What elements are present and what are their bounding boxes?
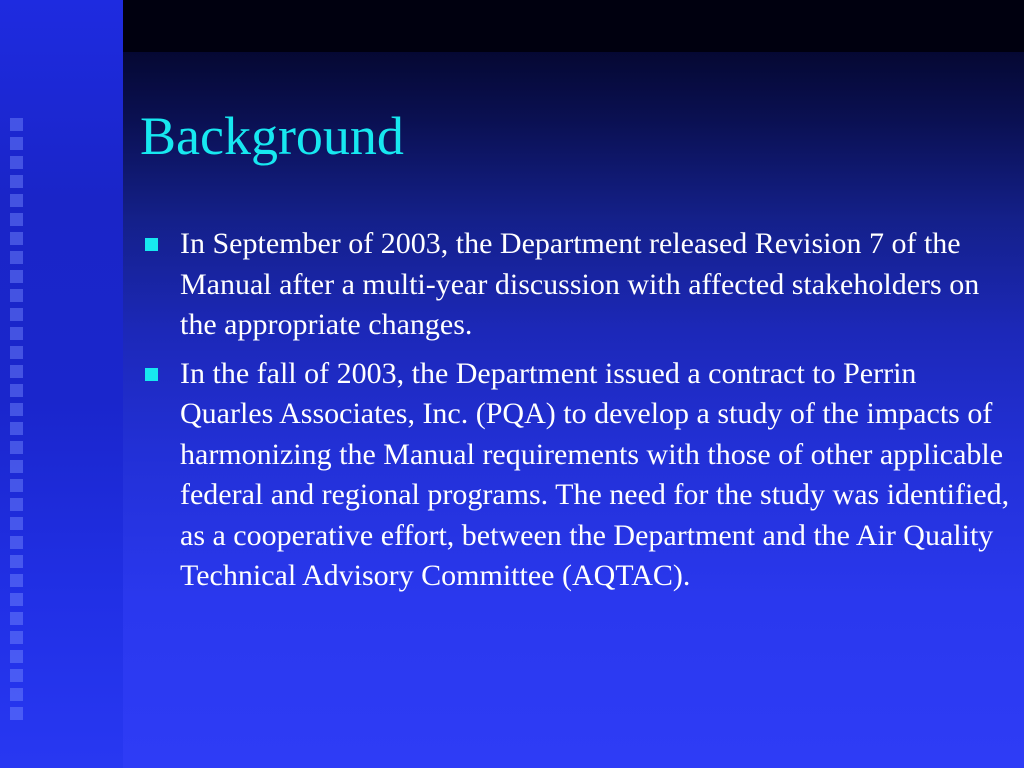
decorative-square (10, 308, 23, 321)
decorative-square (10, 574, 23, 587)
decorative-square (10, 555, 23, 568)
decorative-square-column (10, 118, 26, 726)
decorative-square (10, 251, 23, 264)
decorative-square (10, 593, 23, 606)
decorative-square (10, 479, 23, 492)
square-bullet-icon (145, 368, 158, 381)
bullet-item (140, 354, 1010, 597)
bullet-list (140, 224, 1010, 605)
decorative-square (10, 232, 23, 245)
bullet-text: In September of 2003, the Department released Revision 7 of the Manual after a multi-year discussion with affected stakeholders on the appropriate changes. (180, 227, 980, 341)
decorative-square (10, 688, 23, 701)
decorative-square (10, 460, 23, 473)
decorative-square (10, 137, 23, 150)
decorative-square (10, 498, 23, 511)
decorative-square (10, 156, 23, 169)
slide-title: Background (140, 106, 404, 166)
decorative-square (10, 650, 23, 663)
decorative-square (10, 536, 23, 549)
decorative-square (10, 270, 23, 283)
decorative-square (10, 669, 23, 682)
decorative-square (10, 422, 23, 435)
bullet-item (140, 224, 1010, 346)
decorative-square (10, 194, 23, 207)
square-bullet-icon (145, 238, 158, 251)
decorative-square (10, 175, 23, 188)
decorative-square (10, 631, 23, 644)
decorative-square (10, 365, 23, 378)
decorative-square (10, 346, 23, 359)
decorative-square (10, 403, 23, 416)
decorative-square (10, 289, 23, 302)
decorative-square (10, 707, 23, 720)
decorative-square (10, 384, 23, 397)
decorative-square (10, 213, 23, 226)
decorative-square (10, 118, 23, 131)
left-decorative-strip (0, 0, 123, 768)
top-dark-band (123, 0, 1024, 52)
bullet-text: In the fall of 2003, the Department issued a contract to Perrin Quarles Associates, Inc. (PQA) to develop a study of the impacts of harmonizing the Manual requirements with those of other applicable federal and regional programs. The need for the study was identified, as a cooperative effort, between the Department and the Air Quality Technical Advisory Committee (AQTAC). (180, 356, 1010, 592)
decorative-square (10, 441, 23, 454)
decorative-square (10, 612, 23, 625)
decorative-square (10, 517, 23, 530)
decorative-square (10, 327, 23, 340)
